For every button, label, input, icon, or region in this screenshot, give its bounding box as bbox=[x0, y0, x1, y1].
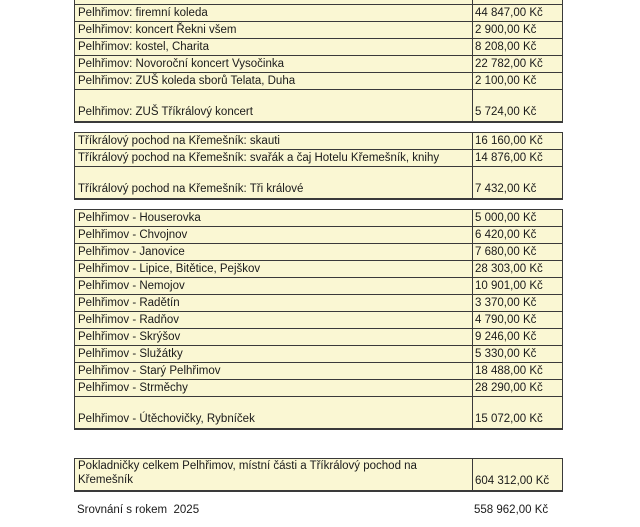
amount-cell: 28 303,00 Kč bbox=[475, 263, 543, 275]
amount-cell: 10 901,00 Kč bbox=[475, 280, 543, 292]
amount-cell: 5 000,00 Kč bbox=[475, 212, 537, 224]
table-row bbox=[75, 5, 562, 22]
table-row bbox=[75, 227, 562, 244]
amount-cell: 22 782,00 Kč bbox=[475, 58, 543, 70]
amount-cell: 28 290,00 Kč bbox=[475, 382, 543, 394]
table-row bbox=[75, 363, 562, 380]
location-cell: Pelhřimov - Starý Pelhřimov bbox=[75, 363, 473, 379]
amount-cell: 5 330,00 Kč bbox=[475, 348, 537, 360]
location-cell: Pelhřimov - Strměchy bbox=[75, 380, 473, 396]
table-row bbox=[75, 312, 562, 329]
amount-cell: 5 724,00 Kč bbox=[475, 106, 537, 118]
location-cell: Pelhřimov: kostel, Charita bbox=[75, 39, 473, 55]
location-cell: Pelhřimov - Skrýšov bbox=[75, 329, 473, 345]
amount-cell: 2 900,00 Kč bbox=[475, 24, 537, 36]
amount-cell: 6 420,00 Kč bbox=[475, 229, 537, 241]
table-row bbox=[75, 329, 562, 346]
location-cell: Pokladničky celkem Pelhřimov, místní části a Tříkrálový pochod na Křemešník bbox=[75, 459, 473, 490]
location-cell: Pelhřimov - Lipice, Bitětice, Pejškov bbox=[75, 261, 473, 277]
amount-cell: 16 160,00 Kč bbox=[475, 135, 543, 147]
location-cell: Tříkrálový pochod na Křemešník: svařák a čaj Hotelu Křemešník, knihy bbox=[75, 150, 473, 166]
location-cell bbox=[75, 0, 473, 4]
table-row bbox=[75, 244, 562, 261]
amount-cell: 9 246,00 Kč bbox=[475, 331, 537, 343]
table-row bbox=[75, 167, 562, 198]
location-cell: Pelhřimov: Novoroční koncert Vysočinka bbox=[75, 56, 473, 72]
amount-cell: 14 876,00 Kč bbox=[475, 152, 543, 164]
comparison-label: Srovnání s rokem 2025 bbox=[77, 504, 200, 516]
grand-total-table bbox=[74, 458, 563, 492]
table-row bbox=[75, 56, 562, 73]
amount-cell: 7 680,00 Kč bbox=[475, 246, 537, 258]
location-cell: Pelhřimov - Janovice bbox=[75, 244, 473, 260]
amount-cell: 7 432,00 Kč bbox=[475, 183, 537, 195]
location-cell: Tříkrálový pochod na Křemešník: Tři králové bbox=[75, 167, 473, 198]
location-cell: Pelhřimov - Radětín bbox=[75, 295, 473, 311]
amount-cell: 44 847,00 Kč bbox=[475, 7, 543, 19]
location-cell: Pelhřimov: ZUŠ koleda sborů Telata, Duha bbox=[75, 73, 473, 89]
amount-cell: 2 100,00 Kč bbox=[475, 75, 537, 87]
table-row bbox=[75, 39, 562, 56]
location-cell: Pelhřimov - Nemojov bbox=[75, 278, 473, 294]
table-row bbox=[75, 380, 562, 397]
amount-cell: 18 488,00 Kč bbox=[475, 365, 543, 377]
location-cell: Pelhřimov - Chvojnov bbox=[75, 227, 473, 243]
amount-cell: 3 370,00 Kč bbox=[475, 297, 537, 309]
location-cell: Pelhřimov - Služátky bbox=[75, 346, 473, 362]
table-row bbox=[75, 90, 562, 121]
table-row bbox=[75, 261, 562, 278]
amount-cell bbox=[473, 0, 562, 4]
table-row bbox=[75, 346, 562, 363]
location-cell: Pelhřimov: koncert Řekni všem bbox=[75, 22, 473, 38]
comparison-row bbox=[0, 503, 640, 519]
table-row bbox=[75, 22, 562, 39]
table-row bbox=[75, 397, 562, 428]
table-row bbox=[75, 73, 562, 90]
amount-cell: 15 072,00 Kč bbox=[475, 413, 543, 425]
amount-cell: 8 208,00 Kč bbox=[475, 41, 537, 53]
location-cell: Pelhřimov - Útěchovičky, Rybníček bbox=[75, 397, 473, 428]
location-cell: Pelhřimov - Houserovka bbox=[75, 210, 473, 226]
amount-cell: 4 790,00 Kč bbox=[475, 314, 537, 326]
table-row bbox=[75, 278, 562, 295]
table-row bbox=[75, 459, 562, 490]
table-row bbox=[75, 295, 562, 312]
pelhrimov-districts-table bbox=[74, 209, 563, 430]
table-row bbox=[75, 133, 562, 150]
location-cell: Pelhřimov: ZUŠ Tříkrálový koncert bbox=[75, 90, 473, 121]
table-row bbox=[75, 150, 562, 167]
comparison-amount: 558 962,00 Kč bbox=[474, 504, 549, 516]
amount-cell: 604 312,00 Kč bbox=[475, 475, 550, 487]
pelhrimov-events-table bbox=[74, 0, 563, 123]
table-row bbox=[75, 210, 562, 227]
location-cell: Pelhřimov: firemní koleda bbox=[75, 5, 473, 21]
location-cell: Pelhřimov - Radňov bbox=[75, 312, 473, 328]
kremesnik-march-table bbox=[74, 132, 563, 200]
location-cell: Tříkrálový pochod na Křemešník: skauti bbox=[75, 133, 473, 149]
